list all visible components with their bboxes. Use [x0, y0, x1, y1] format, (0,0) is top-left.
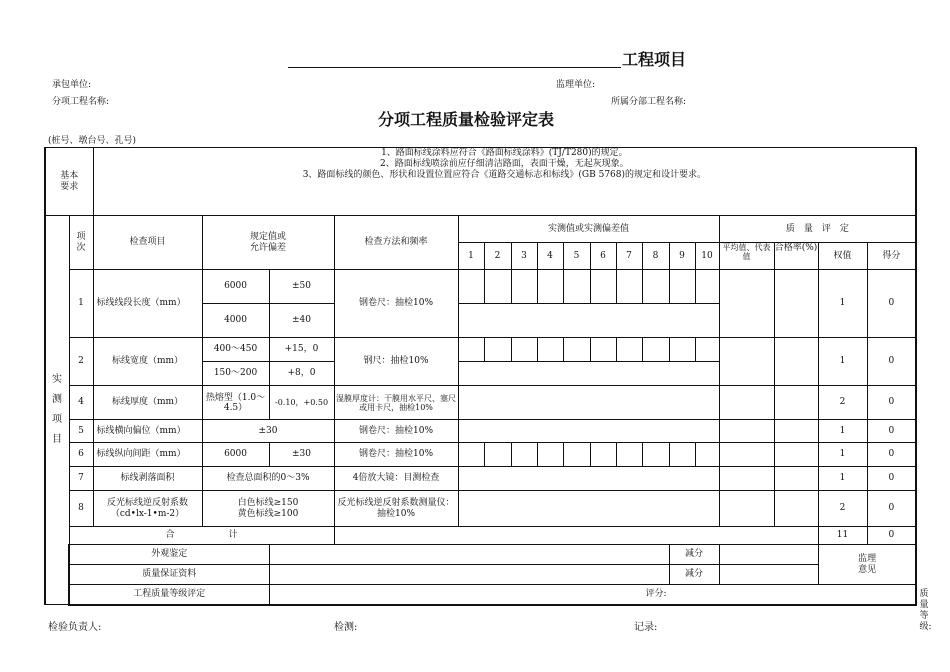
measure-cell[interactable] [484, 270, 511, 304]
measure-cell[interactable] [695, 270, 719, 304]
project-name-line [288, 67, 621, 68]
row-score: 0 [867, 443, 916, 467]
measure-cell[interactable] [590, 443, 616, 467]
measure-cell[interactable] [458, 338, 484, 362]
row-method: 钢尺：抽检10% [334, 338, 458, 386]
pile-label: (桩号、墩台号、孔号) [48, 136, 137, 146]
row-tolerance: -0.10，+0.50 [269, 386, 334, 420]
row-name: 标线横向偏位（mm） [93, 420, 202, 443]
col-method: 检查方法和频率 [334, 216, 458, 270]
row-name: 标线纵向间距（mm） [93, 443, 202, 467]
measure-cell[interactable] [669, 338, 695, 362]
measure-cell[interactable] [642, 338, 669, 362]
grade-eval-label: 工程质量等级评定 [69, 585, 269, 605]
appearance-label: 外观鉴定 [69, 545, 269, 565]
row-weight: 2 [818, 491, 867, 527]
row-method: 钢卷尺：抽检10% [334, 270, 458, 338]
rating-label: 评分: [645, 589, 667, 599]
row-no: 4 [69, 386, 93, 420]
measure-cell[interactable] [616, 443, 642, 467]
row-score: 0 [867, 386, 916, 420]
total-blank [334, 527, 818, 545]
supervision-opinion-label: 监理 意见 [818, 545, 916, 585]
basic-requirements-label: 基本 要求 [45, 148, 93, 216]
col-num: 1 [458, 243, 484, 270]
row-tolerance: ±50 [269, 270, 334, 304]
deduct-field[interactable] [719, 545, 818, 565]
measure-cell[interactable] [458, 491, 719, 527]
row-name: 标线厚度（mm） [93, 386, 202, 420]
row-spec: ±30 [202, 420, 334, 443]
row-spec: 150～200 [202, 362, 269, 386]
measure-cell[interactable] [563, 338, 590, 362]
requirement-line: 3、路面标线的颜色、形状和设置位置应符合《道路交通标志和标线》(GB 5768)的规定和设计要求。 [302, 170, 707, 180]
division-label: 所属分部工程名称: [611, 97, 687, 107]
col-score: 得分 [867, 243, 916, 270]
measure-cell[interactable] [511, 338, 537, 362]
row-no: 8 [69, 491, 93, 527]
row-method: 反光标线逆反射系数测量仪：抽检10% [334, 491, 458, 527]
measure-cell[interactable] [616, 270, 642, 304]
appearance-field[interactable] [269, 545, 669, 565]
average-cell[interactable] [719, 338, 774, 386]
deduct-field[interactable] [719, 565, 818, 585]
row-method: 4倍放大镜：目测检查 [334, 467, 458, 491]
total-score: 0 [867, 527, 916, 545]
average-cell[interactable] [719, 443, 774, 467]
row-score: 0 [867, 467, 916, 491]
requirement-line: 2、路面标线喷涂前应仔细清洁路面，表面干燥，无起灰现象。 [379, 159, 629, 169]
row-tolerance: +15，0 [269, 338, 334, 362]
pass-rate-cell[interactable] [774, 338, 818, 386]
average-cell[interactable] [719, 467, 774, 491]
measure-cell[interactable] [590, 270, 616, 304]
measure-cell[interactable] [563, 270, 590, 304]
row-name: 标线线段长度（mm） [93, 270, 202, 338]
row-name: 标线宽度（mm） [93, 338, 202, 386]
row-no: 5 [69, 420, 93, 443]
pass-rate-cell[interactable] [774, 420, 818, 443]
quality-grade-label: 质量等级: [919, 589, 932, 632]
row-score: 0 [867, 270, 916, 338]
row-spec: 热熔型（1.0～4.5） [202, 386, 269, 420]
col-num: 2 [484, 243, 511, 270]
col-num: 7 [616, 243, 642, 270]
deduct-label: 减分 [669, 545, 719, 565]
pass-rate-cell[interactable] [774, 270, 818, 338]
col-num: 9 [669, 243, 695, 270]
row-method: 钢卷尺：抽检10% [334, 443, 458, 467]
col-check-item: 检查项目 [93, 216, 202, 270]
quality-doc-field[interactable] [269, 565, 669, 585]
row-spec: 检查总面积的0～3% [202, 467, 334, 491]
form-title: 分项工程质量检验评定表 [378, 110, 555, 129]
contractor-label: 承包单位: [52, 80, 92, 90]
measure-cell[interactable] [511, 443, 537, 467]
measure-cell[interactable] [616, 338, 642, 362]
tester-label: 检测: [334, 622, 358, 633]
inspector-label: 检验负责人: [48, 622, 102, 633]
measure-cell[interactable] [695, 338, 719, 362]
row-spec: 白色标线≥150 黄色标线≥100 [202, 491, 334, 527]
row-score: 0 [867, 338, 916, 386]
basic-requirements-text [93, 148, 916, 216]
pass-rate-cell[interactable] [774, 491, 818, 527]
measure-cell[interactable] [563, 443, 590, 467]
row-name: 反光标线逆反射系数 （cd•lx-1•m-2） [93, 491, 202, 527]
deduct-label: 减分 [669, 565, 719, 585]
supervisor-label: 监理单位: [556, 80, 596, 90]
col-num: 4 [537, 243, 563, 270]
row-no: 7 [69, 467, 93, 491]
row-no: 1 [69, 270, 93, 338]
measure-cell[interactable] [642, 270, 669, 304]
project-title-suffix: 工程项目 [622, 50, 687, 69]
measure-cell[interactable] [458, 386, 719, 420]
col-spec: 规定值或 允许偏差 [202, 216, 334, 270]
average-cell[interactable] [719, 491, 774, 527]
row-spec: 4000 [202, 304, 269, 338]
pass-rate-cell[interactable] [774, 467, 818, 491]
measure-cell[interactable] [669, 443, 695, 467]
quality-doc-label: 质量保证资料 [69, 565, 269, 585]
row-score: 0 [867, 420, 916, 443]
col-num: 6 [590, 243, 616, 270]
measure-cell[interactable] [458, 270, 484, 304]
recorder-label: 记录: [634, 622, 658, 633]
measure-cell[interactable] [484, 338, 511, 362]
measure-cell[interactable] [590, 338, 616, 362]
sub-project-label: 分项工程名称: [52, 97, 110, 107]
row-no: 6 [69, 443, 93, 467]
measure-cell[interactable] [537, 270, 563, 304]
col-measured: 实测值或实测偏差值 [458, 216, 719, 243]
row-weight: 1 [818, 467, 867, 491]
col-quality-eval: 质 量 评 定 [719, 216, 916, 243]
row-method: 钢卷尺：抽检10% [334, 420, 458, 443]
row-weight: 2 [818, 386, 867, 420]
row-score: 0 [867, 491, 916, 527]
requirement-line: 1、路面标线涂料应符合《路面标线涂料》(TJ/T280)的规定。 [381, 148, 628, 158]
total-label: 合 计 [69, 527, 334, 545]
measure-cell[interactable] [669, 270, 695, 304]
row-spec: 6000 [202, 443, 269, 467]
measured-items-side-label: 实 测 项 目 [45, 216, 69, 605]
row-spec: 6000 [202, 270, 269, 304]
col-pass-rate: 合格率(%) [774, 243, 818, 270]
measure-cell[interactable] [458, 362, 719, 386]
row-tolerance: ±40 [269, 304, 334, 338]
row-no: 2 [69, 338, 93, 386]
col-item-no: 项 次 [69, 216, 93, 270]
col-average: 平均值、代表值 [719, 243, 774, 270]
row-weight: 1 [818, 270, 867, 338]
measure-cell[interactable] [458, 467, 719, 491]
col-num: 10 [695, 243, 719, 270]
measure-cell[interactable] [642, 443, 669, 467]
col-weight: 权值 [818, 243, 867, 270]
measure-cell[interactable] [458, 420, 719, 443]
row-tolerance: +8，0 [269, 362, 334, 386]
measure-cell[interactable] [484, 443, 511, 467]
average-cell[interactable] [719, 420, 774, 443]
col-num: 8 [642, 243, 669, 270]
pass-rate-cell[interactable] [774, 386, 818, 420]
col-num: 3 [511, 243, 537, 270]
row-weight: 1 [818, 420, 867, 443]
pass-rate-cell[interactable] [774, 443, 818, 467]
average-cell[interactable] [719, 270, 774, 338]
measure-cell[interactable] [458, 304, 719, 338]
measure-cell[interactable] [458, 443, 484, 467]
row-name: 标线剥落面积 [93, 467, 202, 491]
row-spec: 400～450 [202, 338, 269, 362]
total-weight: 11 [818, 527, 867, 545]
average-cell[interactable] [719, 386, 774, 420]
col-num: 5 [563, 243, 590, 270]
measure-cell[interactable] [695, 443, 719, 467]
row-tolerance: ±30 [269, 443, 334, 467]
measure-cell[interactable] [537, 338, 563, 362]
row-weight: 1 [818, 443, 867, 467]
measure-cell[interactable] [511, 270, 537, 304]
row-method: 湿膜厚度计：干膜用水平尺、塞尺或用卡尺，抽检10% [334, 386, 458, 420]
row-weight: 1 [818, 338, 867, 386]
measure-cell[interactable] [537, 443, 563, 467]
